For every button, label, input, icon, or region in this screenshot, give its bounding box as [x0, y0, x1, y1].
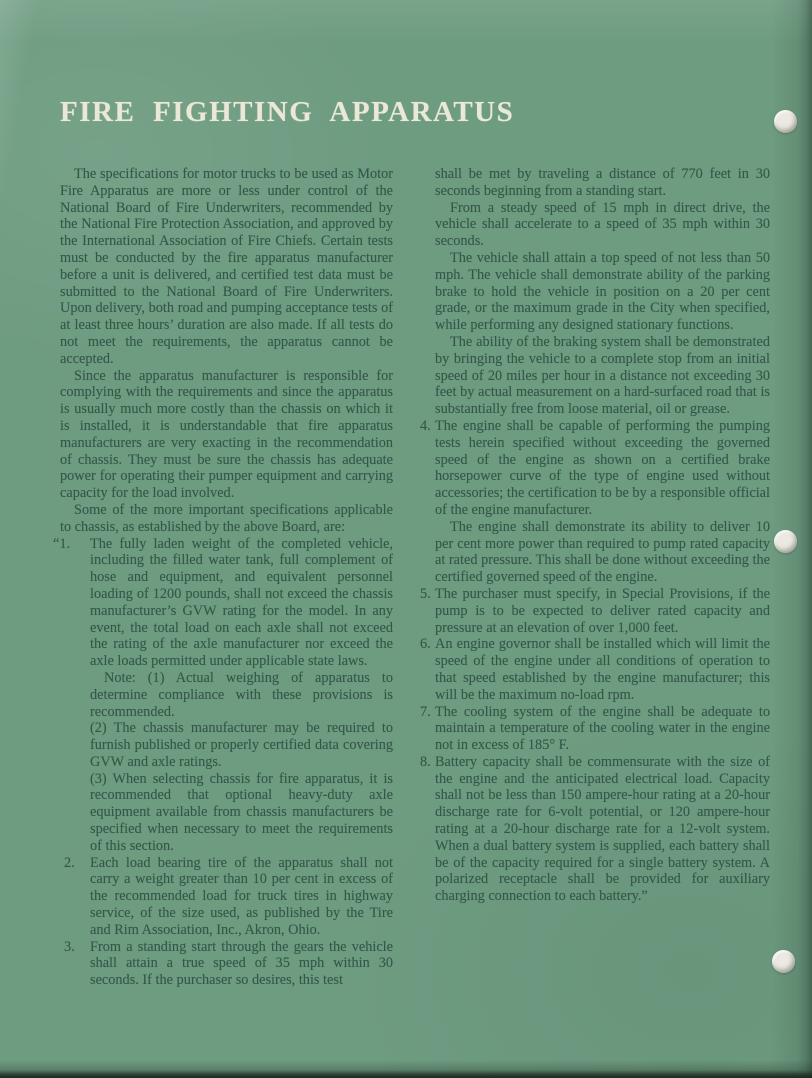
note-paragraph: (2) The chassis manufacturer may be required to furnish published or properly certified data covering GVW and axle ratings. [90, 720, 393, 770]
item-number: 8. [420, 753, 431, 770]
spec-item-text: From a standing start through the gears the vehicle shall attain a true speed of 35 mph within 30 seconds. If the purchaser so desires, this test [90, 938, 393, 989]
body-paragraph: The specifications for motor trucks to be used as Motor Fire Apparatus are more or less under control of the National Board of Fire Underwriters, recommended by the National Fire Protection Association, and approved by the International Association of Fire Chiefs. Certain tests must be conducted by the fire apparatus manufacturer before a unit is delivered, and certified test data must be submitted to the National Board of Fire Underwriters. Upon delivery, both road and pumping acceptance tests of at least three hours’ duration are also made. If all tests do not meet the requirements, the apparatus cannot be accepted. [60, 166, 393, 367]
item-number: 5. [420, 585, 431, 602]
item-number: 6. [420, 636, 431, 653]
spec-item-text: The engine shall be capable of performing the pumping tests herein specified without exceeding the governed speed of the engine as shown on a certified brake horsepower curve of the type of engine used without accessories; the certification to be by a responsible official of the engine manufacturer. [435, 417, 770, 518]
spec-item-text: Battery capacity shall be commensurate with the size of the engine and the anticipated electrical load. Capacity shall not be less than 150 ampere-hour rating at a 20-hour discharge rate for 6-volt potential, or 120 ampere-hour rating at a 20-hour discharge rate for a 12-volt system. When a dual battery system is supplied, each battery shall be of the capacity required for a single battery system. A polarized receptacle shall be provided for auxiliary charging connection to each battery.” [435, 753, 770, 905]
item-3-continuation: shall be met by traveling a distance of 770 feet in 30 seconds beginning from a standing start. [435, 166, 770, 199]
spec-item-5 [420, 586, 770, 636]
item-number: “1. [53, 535, 71, 552]
note-paragraph: (3) When selecting chassis for fire apparatus, it is recommended that optional heavy-duty axle equipment available from chassis manufacturers be specified when necessary to meet the requirements of this section. [90, 770, 393, 854]
right-column [420, 166, 770, 905]
scan-edge-right [798, 0, 812, 1078]
spec-item-4 [420, 418, 770, 586]
spec-item-2 [60, 855, 393, 939]
hole-punch [774, 530, 797, 553]
left-column [53, 166, 393, 989]
hole-punch [774, 110, 797, 133]
spec-item-text: An engine governor shall be installed which will limit the speed of the engine under all conditions of operation to that speed established by the engine manufacturer; this will be the maximum no-load rpm. [435, 636, 770, 703]
scan-edge-bottom [0, 1060, 812, 1078]
item-number: 3. [64, 938, 75, 955]
body-paragraph: The vehicle shall attain a top speed of not less than 50 mph. The vehicle shall demonstrate ability of the parking brake to hold the vehicle in position on a 20 per cent grade, or the maximum grade in the City when specified, while performing any designed stationary functions. [435, 249, 770, 334]
page-title: FIRE FIGHTING APPARATUS [60, 96, 515, 128]
body-paragraph: The ability of the braking system shall be demonstrated by bringing the vehicle to a complete stop from an initial speed of 20 miles per hour in a distance not exceeding 30 feet by actual measurement on a hard-surfaced road that is substantially free from loose material, oil or grease. [435, 333, 770, 418]
spec-item-text: The cooling system of the engine shall be adequate to maintain a temperature of the cooling water in the engine not in excess of 185° F. [435, 703, 770, 754]
spec-item-text: The fully laden weight of the completed vehicle, including the filled water tank, full complement of hose and equipment, and equivalent personnel loading of 1200 pounds, shall not exceed the chassis manufacturer’s GVW rating for the model. In any event, the total load on each axle shall not exceed the rating of the axle manufacturer nor exceed the axle loads permitted under applicable state laws. [90, 535, 393, 670]
spec-item-8 [420, 754, 770, 905]
spec-item-subparagraph: The engine shall demonstrate its ability to deliver 10 per cent more power than required to pump rated capacity at rated pressure. This shall be done without exceeding the certified governed speed of the engine. [435, 518, 770, 586]
spec-item-6 [420, 636, 770, 703]
body-paragraph: Some of the more important specifications applicable to chassis, as established by the above Board, are: [60, 501, 393, 535]
note-paragraph: Note: (1) Actual weighing of apparatus to determine compliance with these provisions is recommended. [90, 669, 393, 720]
item-number: 7. [420, 703, 431, 720]
item-number: 4. [420, 417, 431, 434]
spec-item-7 [420, 704, 770, 754]
body-paragraph: From a steady speed of 15 mph in direct drive, the vehicle shall accelerate to a speed of 35 mph within 30 seconds. [435, 199, 770, 250]
hole-punch [772, 950, 795, 973]
spec-item-text: Each load bearing tire of the apparatus shall not carry a weight greater than 10 per cent in excess of the recommended load for truck tires in highway service, of the size used, as published by the Tire and Rim Association, Inc., Akron, Ohio. [90, 854, 393, 938]
spec-item-3 [60, 939, 393, 989]
spec-item-text: The purchaser must specify, in Special Provisions, if the pump is to be expected to deliver rated capacity and pressure at an elevation of over 1,000 feet. [435, 585, 770, 636]
spec-item-1 [53, 535, 393, 855]
body-paragraph: Since the apparatus manufacturer is responsible for complying with the requirements and since the apparatus is usually much more costly than the chassis on which it is installed, it is understandable that fire apparatus manufacturers are very exacting in the recommendation of chassis. They must be sure the chassis has adequate power for operating their pumper equipment and carrying capacity for the load involved. [60, 367, 393, 502]
item-number: 2. [64, 854, 75, 871]
